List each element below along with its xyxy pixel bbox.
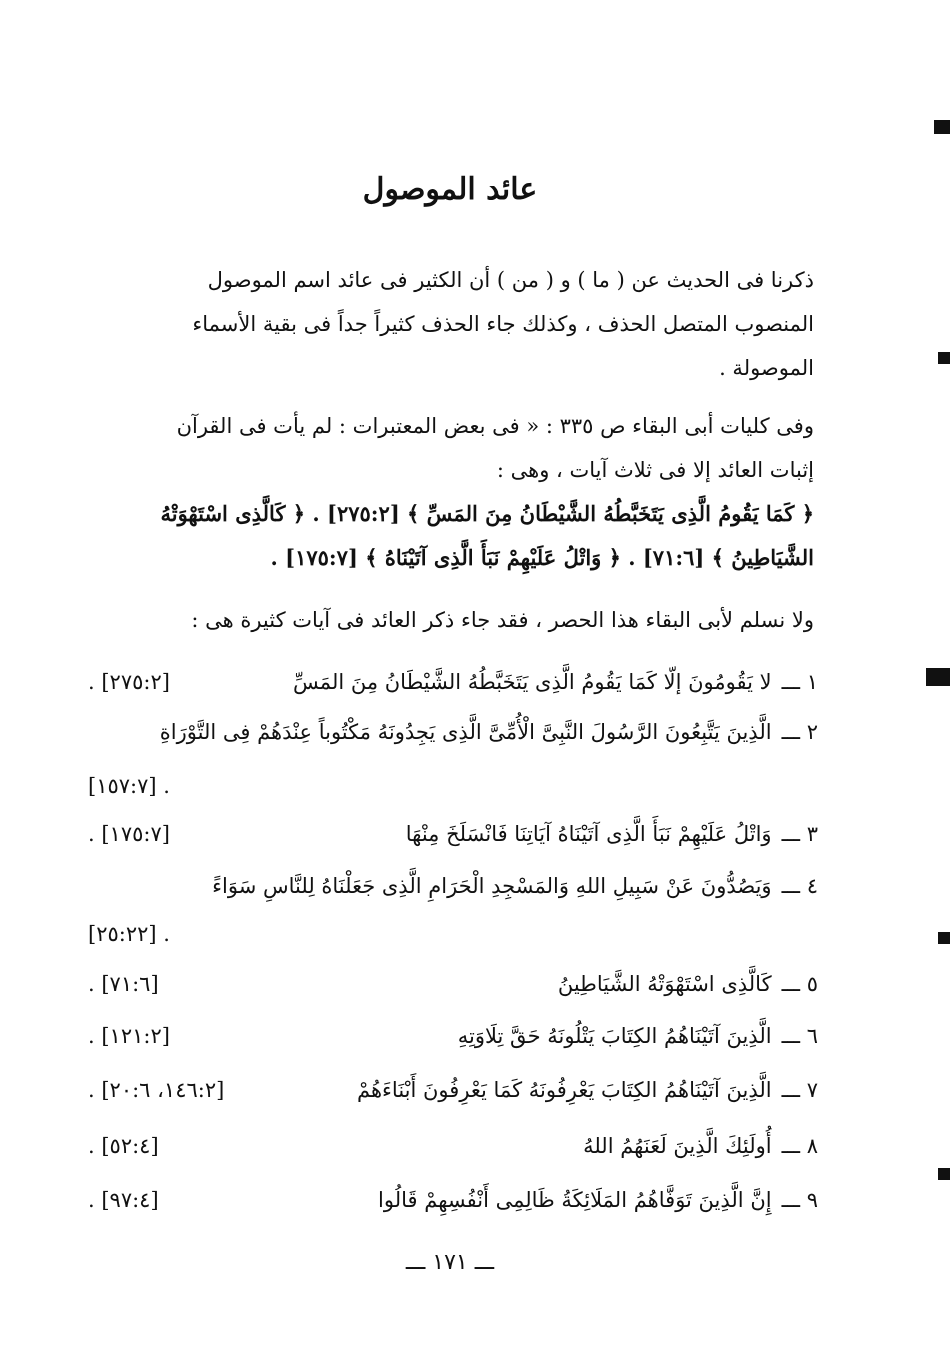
list-item [88, 864, 818, 908]
list-item [88, 1014, 818, 1058]
item-reference: . [١٥٧:٧] [88, 774, 170, 798]
scan-mark [938, 932, 950, 944]
scan-mark [938, 1168, 950, 1180]
rebuttal-paragraph [88, 598, 814, 642]
item-text: الَّذِينَ يَتَّبِعُونَ الرَّسُولَ النَّبِىَّ الْأُمِّىَّ الَّذِى يَجِدُونَهُ مَكْتُوباً عِنْدَهُمْ فِى التَّوْرَاةِ [159, 720, 772, 744]
item-number: ١ ـــ [781, 670, 818, 694]
scan-mark [938, 352, 950, 364]
item-reference: [١٢١:٢] . [88, 1024, 170, 1048]
item-text: إِنَّ الَّذِينَ تَوَفَّاهُمُ المَلَائِكَةُ ظَالِمِى أَنْفُسِهِمْ قَالُوا [378, 1188, 772, 1212]
list-item [88, 1178, 818, 1222]
intro-line: المنصوب المتصل الحذف ، وكذلك جاء الحذف كثيراً جداً فى بقية الأسماء [192, 312, 814, 336]
scan-mark [926, 668, 950, 686]
item-reference: [١٤٦:٢، ٢٠:٦] . [88, 1078, 225, 1102]
item-number: ٢ ـــ [781, 720, 818, 744]
page-number: ـــ ١٧١ ـــ [405, 1250, 495, 1275]
intro-line: الموصولة . [719, 356, 814, 380]
item-number: ٥ ـــ [781, 972, 818, 996]
item-text: كَالَّذِى اسْتَهْوَتْهُ الشَّيَاطِينُ [557, 972, 772, 996]
list-item [88, 1068, 818, 1112]
list-item [88, 962, 818, 1006]
item-text: وَيَصُدُّونَ عَنْ سَبِيلِ اللهِ وَالمَسْجِدِ الْحَرَامِ الَّذِى جَعَلْنَاهُ لِلنَّاسِ سَوَاءً [212, 874, 772, 898]
list-item [88, 1124, 818, 1168]
rebuttal-line: ولا نسلم لأبى البقاء هذا الحصر ، فقد جاء ذكر العائد فى آيات كثيرة هى : [191, 608, 814, 632]
item-number: ٦ ـــ [781, 1024, 818, 1048]
item-number: ٤ ـــ [781, 874, 818, 898]
section-title: عائد الموصول [362, 172, 538, 207]
item-number: ٣ ـــ [781, 822, 818, 846]
item-reference: [٧١:٦] . [88, 972, 159, 996]
verse-line: ﴿ كَمَا يَقُومُ الَّذِى يَتَخَبَّطُهُ الشَّيْطَانُ مِنَ المَسِّ ﴾ [٢٧٥:٢] . ﴿ كَالَّذِى اسْتَهْوَتْهُ [160, 501, 814, 526]
item-reference: [١٧٥:٧] . [88, 822, 170, 846]
item-number: ٧ ـــ [781, 1078, 818, 1102]
item-reference: [٢٧٥:٢] . [88, 670, 170, 694]
scan-mark [934, 120, 950, 134]
list-item [88, 710, 818, 754]
quote-line: إثبات العائد إلا فى ثلاث آيات ، وهى : [496, 458, 814, 482]
item-number: ٨ ـــ [781, 1134, 818, 1158]
item-text: الَّذِينَ آتَيْنَاهُمُ الكِتَابَ يَعْرِفُونَهُ كَمَا يَعْرِفُونَ أَبْنَاءَهُمْ [357, 1078, 772, 1102]
list-item [88, 812, 818, 856]
quote-paragraph [88, 404, 814, 580]
item-reference: [٩٧:٤] . [88, 1188, 159, 1212]
item-reference: . [٢٥:٢٢] [88, 922, 170, 946]
verse-line: الشَّيَاطِينُ ﴾ [٧١:٦] . ﴿ وَاتْلُ عَلَيْهِمْ نَبَأَ الَّذِى آتَيْنَاهُ ﴾ [١٧٥:٧] . [270, 545, 814, 570]
item-number: ٩ ـــ [781, 1188, 818, 1212]
item-text: أُولَئِكَ الَّذِينَ لَعَنَهُمُ اللهُ [583, 1134, 772, 1158]
item-text: الَّذِينَ آتَيْنَاهُمُ الكِتَابَ يَتْلُونَهُ حَقَّ تِلَاوَتِهِ [457, 1024, 772, 1048]
item-text: لا يَقُومُونَ إلّا كَمَا يَقُومُ الَّذِى يَتَخَبَّطُهُ الشَّيْطَانُ مِنَ المَسِّ [293, 670, 772, 694]
intro-paragraph [88, 258, 814, 390]
item-text: وَاتْلُ عَلَيْهِمْ نَبَأَ الَّذِى آتَيْنَاهُ آيَاتِنَا فَانْسَلَخَ مِنْهَا [405, 822, 772, 846]
quote-line: وفى كليات أبى البقاء ص ٣٣٥ : « فى بعض المعتبرات : لم يأت فى القرآن [176, 414, 814, 438]
item-reference: [٥٢:٤] . [88, 1134, 159, 1158]
list-item [88, 660, 818, 704]
intro-line: ذكرنا فى الحديث عن ( ما ) و ( من ) أن الكثير فى عائد اسم الموصول [207, 268, 814, 292]
